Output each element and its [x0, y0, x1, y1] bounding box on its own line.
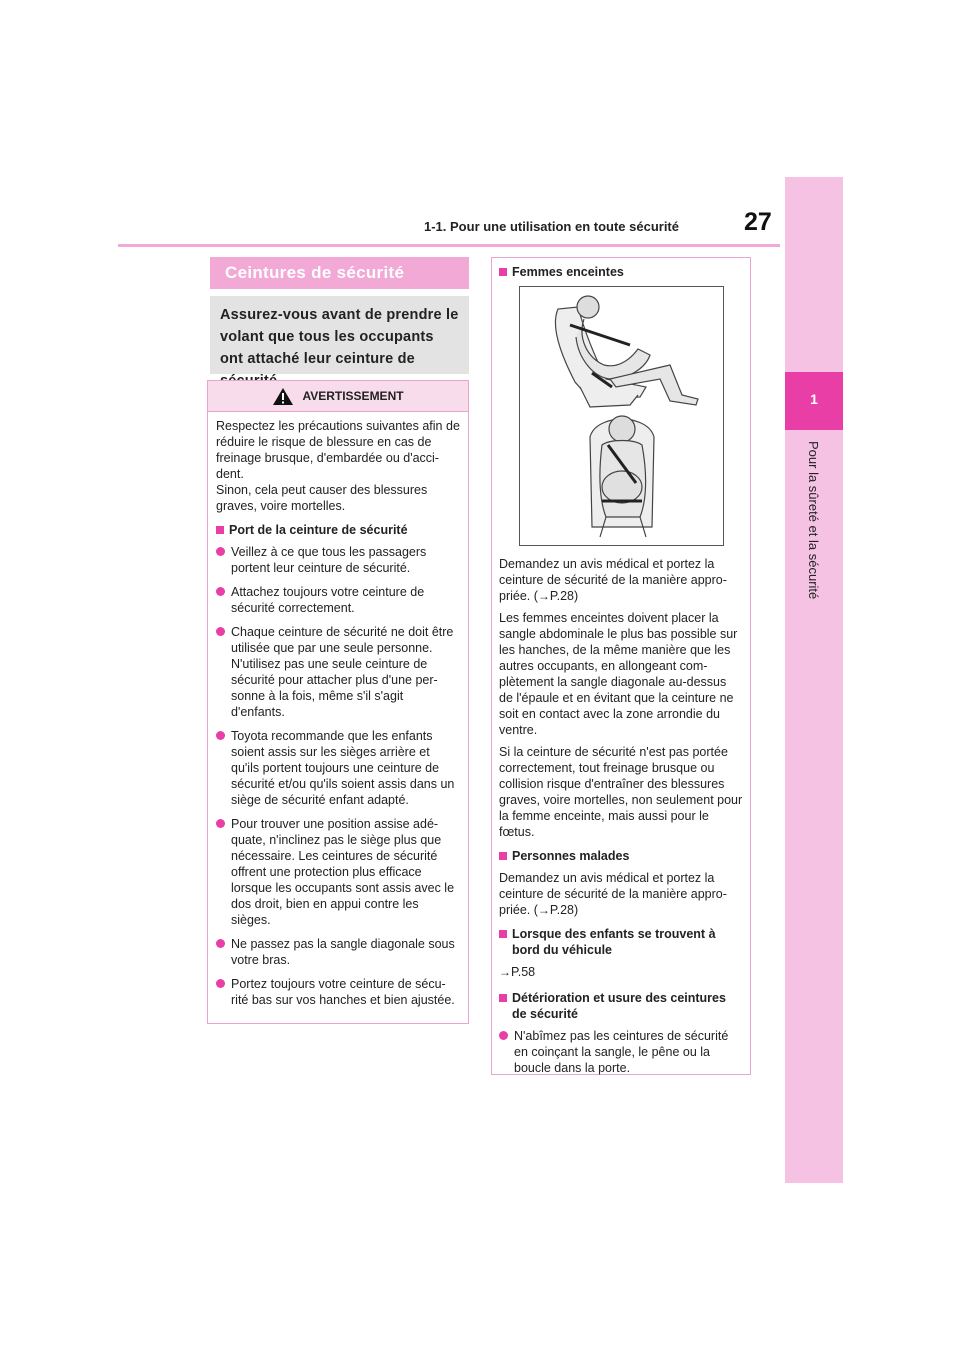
warning-heading: [216, 522, 460, 538]
warning-header: [208, 381, 468, 412]
warning-box: [207, 380, 469, 1024]
intro-box: Assurez-vous avant de prendre le volant que tous les occupants ont attaché leur ceinture de: [210, 296, 469, 374]
children-heading-text: Lorsque des enfants se trouvent à bord du véhicule: [512, 927, 716, 957]
list-item-text: Ne passez pas la sangle diagonale sous votre bras.: [231, 937, 455, 967]
round-bullet-icon: [216, 587, 225, 596]
square-bullet-icon: [499, 268, 507, 276]
pregnant-heading: [499, 264, 743, 280]
sick-para: [499, 870, 743, 918]
list-item-text: Pour trouver une position assise adé-quate, n'inclinez pas le siège plus que nécessaire. Les ceintures de sécurité offrent une protection plus efficace lorsque les occupants sont assis avec le dos droit, bien en appui contre les sièges.: [231, 817, 455, 927]
list-item-text: N'abîmez pas les ceintures de sécurité en coinçant la sangle, le pêne ou la boucle dans la porte.: [514, 1029, 729, 1075]
arrow-right-icon: →: [499, 965, 511, 979]
warning-icon: [272, 387, 294, 406]
square-bullet-icon: [499, 930, 507, 938]
sick-heading-text: Personnes malades: [512, 849, 630, 863]
list-item-text: Attachez toujours votre ceinture de sécurité correctement.: [231, 585, 425, 615]
list-item-text: Portez toujours votre ceinture de sécu-rité bas sur vos hanches et bien ajustée.: [231, 977, 455, 1007]
page-ref-link[interactable]: P.58: [511, 965, 536, 979]
wear-heading-text: Détérioration et usure des ceintures de sécurité: [512, 991, 726, 1021]
page-ref-link[interactable]: P.28): [549, 589, 579, 603]
warning-lead-2: Sinon, cela peut causer des blessures graves, voire mortelles.: [216, 483, 428, 513]
list-item: [499, 1028, 743, 1076]
list-item-text: Toyota recommande que les enfants soient assis sur les sièges arrière et qu'ils portent toujours une ceinture de sécurité et/ou qu'ils soient assis dans un siège de sécurité enfant adapté.: [231, 729, 455, 807]
round-bullet-icon: [216, 627, 225, 636]
list-item: [216, 816, 460, 928]
list-item-text: Veillez à ce que tous les passagers portent leur ceinture de sécurité.: [231, 545, 427, 575]
section-title: 1-1. Pour une utilisation en toute sécurité: [424, 219, 679, 234]
round-bullet-icon: [216, 731, 225, 740]
round-bullet-icon: [499, 1031, 508, 1040]
warning-heading-text: Port de la ceinture de sécurité: [229, 523, 408, 537]
pregnant-seatbelt-illustration: [519, 286, 724, 546]
square-bullet-icon: [216, 526, 224, 534]
list-item: [216, 584, 460, 616]
wear-heading: [499, 990, 743, 1022]
sick-heading: [499, 848, 743, 864]
pregnant-para-3: Si la ceinture de sécurité n'est pas portée correctement, tout freinage brusque ou collision risque d'entraîner des blessures graves, voire mortelles, non seulement pour la femme enceinte, mais aussi pour le fœtus.: [499, 745, 743, 839]
arrow-right-icon: →: [537, 903, 550, 917]
section-banner: Ceintures de sécurité: [210, 257, 469, 289]
page-number: 27: [744, 208, 772, 236]
chapter-label: Pour la sûreté et la sécurité: [806, 441, 821, 600]
right-info-box: [491, 257, 751, 1075]
round-bullet-icon: [216, 979, 225, 988]
pregnant-para-2: Les femmes enceintes doivent placer la sangle abdominale le plus bas possible sur les hanches, de la même manière que les autres occupants, en allongeant com-plètement la sangle diagonale au-dessus de l'épaule et en évitant que la ceinture ne soit en contact avec la zone arrondie du ventre.: [499, 611, 738, 737]
round-bullet-icon: [216, 939, 225, 948]
list-item: [216, 544, 460, 576]
children-heading: [499, 926, 743, 958]
children-ref: [499, 964, 743, 980]
page-ref-link[interactable]: P.28): [549, 903, 579, 917]
arrow-right-icon: →: [537, 589, 550, 603]
list-item: [216, 624, 460, 720]
header-rule: [118, 244, 780, 247]
sick-para-text: Demandez un avis médical et portez la ceinture de sécurité de la manière appro-priée. (: [499, 871, 727, 917]
pregnant-para-1-text: Demandez un avis médical et portez la ceinture de sécurité de la manière appro-priée. (: [499, 557, 727, 603]
list-item: [216, 728, 460, 808]
pregnant-heading-text: Femmes enceintes: [512, 265, 624, 279]
warning-title: AVERTISSEMENT: [302, 389, 404, 403]
pregnant-seatbelt-figure: [520, 287, 723, 545]
square-bullet-icon: [499, 852, 507, 860]
pregnant-para-1: [499, 556, 743, 604]
list-item: [216, 976, 460, 1008]
chapter-number: 1: [810, 391, 818, 407]
warning-lead: Respectez les précautions suivantes afin de réduire le risque de blessure en cas de freinage brusque, d'embardée ou d'acci-dent.: [216, 419, 460, 481]
round-bullet-icon: [216, 819, 225, 828]
round-bullet-icon: [216, 547, 225, 556]
list-item-text: Chaque ceinture de sécurité ne doit être utilisée que par une seule personne. N'utilisez pas une seule ceinture de sécurité pour attacher plus d'une per-sonne à la fois, même s'il s'agit d'enfants.: [231, 625, 454, 719]
list-item: [216, 936, 460, 968]
square-bullet-icon: [499, 994, 507, 1002]
